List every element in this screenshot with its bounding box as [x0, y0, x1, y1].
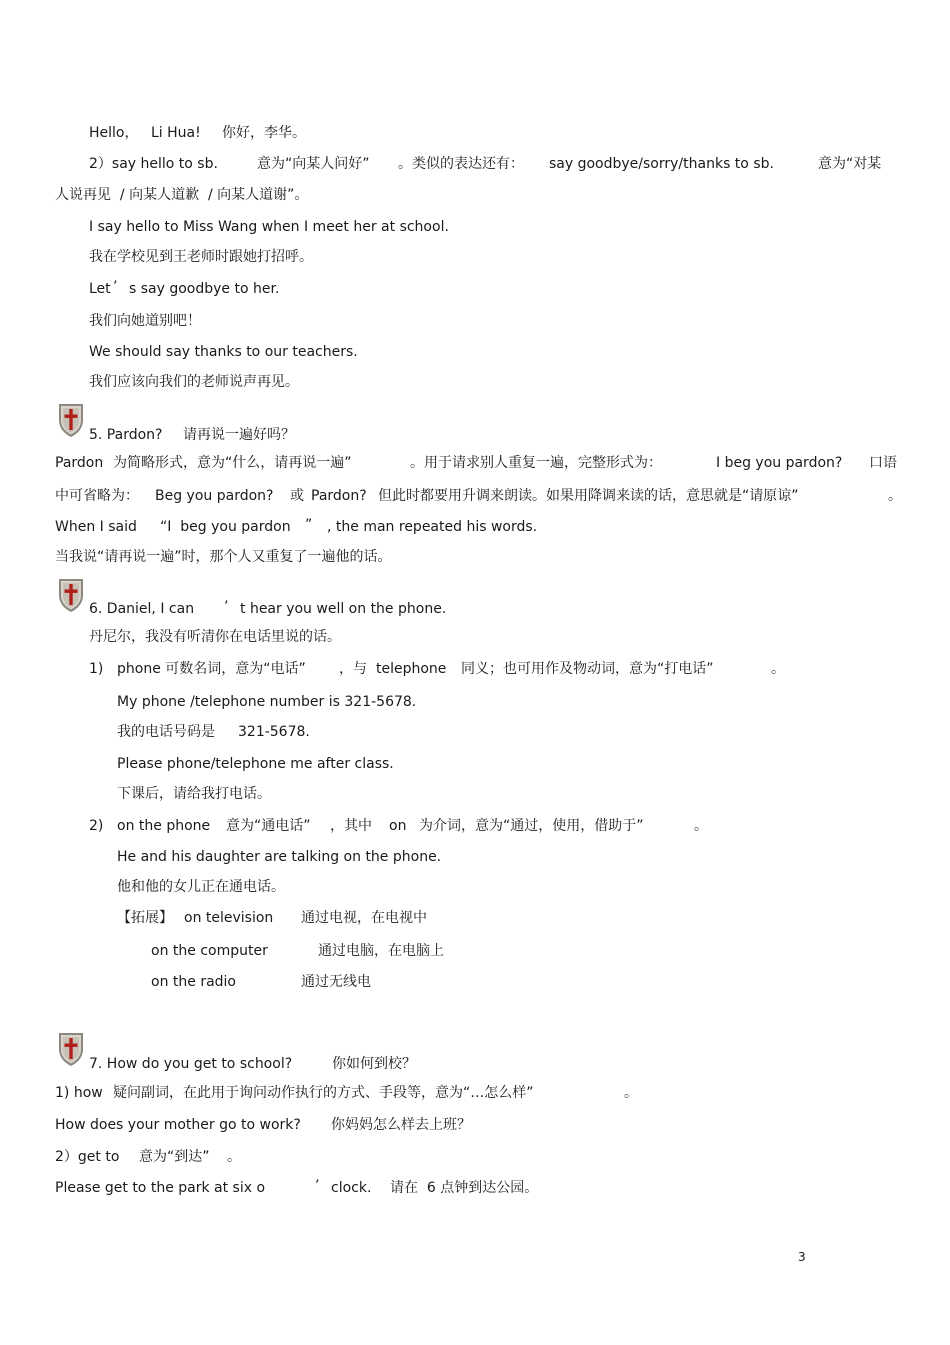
text: 意为“到达”: [139, 1149, 210, 1165]
text: 为简略形式，意为“什么，请再说一遍”: [113, 455, 352, 471]
text-line: [461, 660, 714, 678]
text-line: [410, 454, 662, 472]
section-heading: [332, 1055, 416, 1073]
section-heading: [183, 426, 295, 444]
text-line: [55, 186, 308, 204]
text-line: [129, 280, 279, 298]
shield-cross-icon: [56, 577, 86, 613]
list-number: [89, 817, 103, 835]
text-line: [89, 628, 341, 646]
text: Li Hua!: [151, 125, 201, 141]
text: 请再说一遍好吗？: [183, 427, 295, 443]
text: ”: [305, 517, 313, 533]
text-line: [398, 155, 524, 173]
text: Beg you pardon?: [155, 488, 274, 504]
text: on the computer: [151, 943, 268, 959]
text: phone 可数名词，意为“电话”: [117, 661, 306, 677]
text: 人说再见 / 向某人道歉 / 向某人道谢”。: [55, 187, 309, 203]
text: 他和他的女儿正在通电话。: [117, 879, 285, 895]
text: clock.: [331, 1180, 372, 1196]
text: 2）say hello to sb.: [89, 156, 218, 172]
text: I beg you pardon?: [716, 455, 843, 471]
text-line: [117, 660, 306, 678]
text: 我的电话号码是: [117, 724, 215, 740]
text-line: [151, 124, 201, 142]
text: Pardon?: [311, 488, 367, 504]
text-line: [89, 248, 313, 266]
text-line: [624, 1084, 638, 1102]
text-line: [227, 1148, 241, 1166]
text: say goodbye/sorry/thanks to sb.: [549, 156, 774, 172]
text: 2）get to: [55, 1149, 120, 1165]
text-line: [339, 660, 367, 678]
text-line: [318, 942, 444, 960]
section-heading: [89, 426, 162, 444]
text: 意为“对某: [818, 156, 882, 172]
section-heading: [89, 600, 194, 618]
text-line: [305, 516, 312, 534]
text-line: [151, 973, 236, 991]
text: 当我说“请再说一遍”时，那个人又重复了一遍他的话。: [55, 549, 392, 565]
text: on: [389, 818, 407, 834]
text-line: [117, 817, 210, 835]
text: 中可省略为：: [55, 488, 139, 504]
text-line: [771, 660, 785, 678]
text-line: [55, 454, 103, 472]
text: 下课后，请给我打电话。: [117, 786, 271, 802]
text: 5. Pardon?: [89, 427, 163, 443]
text: 通过电视，在电视中: [301, 910, 427, 926]
text: 我在学校见到王老师时跟她打招呼。: [89, 249, 313, 265]
text-line: [888, 487, 902, 505]
shield-cross-icon: [56, 1031, 86, 1067]
text: 你妈妈怎么样去上班？: [331, 1117, 471, 1133]
text: 你如何到校？: [332, 1056, 416, 1072]
list-number: [89, 660, 103, 678]
text: 同义；也可用作及物动词，意为“打电话”: [461, 661, 714, 677]
text: on the phone: [117, 818, 211, 834]
text-line: [117, 878, 285, 896]
text: 疑问副词，在此用于询问动作执行的方式、手段等，意为“…怎么样”: [113, 1085, 534, 1101]
text: on the radio: [151, 974, 236, 990]
text: My phone /telephone number is 321-5678.: [117, 694, 417, 710]
text: 。用于请求别人重复一遍，完整形式为：: [410, 455, 662, 471]
text-line: [89, 373, 299, 391]
text: I say hello to Miss Wang when I meet her at school.: [89, 219, 449, 235]
text-line: [55, 1148, 119, 1166]
section-heading: [89, 1055, 292, 1073]
text: He and his daughter are talking on the phone.: [117, 849, 442, 865]
text-line: [226, 817, 311, 835]
text-line: [389, 817, 406, 835]
text-line: [89, 124, 139, 142]
text: s say goodbye to her.: [129, 281, 280, 297]
text: 。: [227, 1149, 241, 1165]
text: 。: [771, 661, 785, 677]
text-line: [378, 487, 799, 505]
text: 你好，李华。: [222, 125, 306, 141]
text: When I said: [55, 519, 137, 535]
text: 【拓展】: [117, 910, 173, 926]
extension-label: [117, 909, 173, 927]
text: “I beg you pardon: [160, 519, 291, 535]
text: Please get to the park at six o: [55, 1180, 266, 1196]
text-line: [301, 909, 427, 927]
text-line: [694, 817, 708, 835]
text-line: [89, 218, 449, 236]
text-line: [117, 723, 215, 741]
text-line: [139, 1148, 210, 1166]
text-line: [55, 487, 139, 505]
text-line: [89, 155, 218, 173]
text: 我们向她道别吧！: [89, 313, 201, 329]
text: How does your mother go to work?: [55, 1117, 301, 1133]
text-line: [290, 487, 304, 505]
text: 通过电脑，在电脑上: [318, 943, 444, 959]
text: t hear you well on the phone.: [240, 601, 447, 617]
text-line: [311, 487, 367, 505]
page-number: 3: [798, 1250, 806, 1264]
text-line: [419, 817, 644, 835]
text: ，与: [339, 661, 367, 677]
text-line: [390, 1179, 538, 1197]
text-line: [818, 155, 881, 173]
text: , the man repeated his words.: [327, 519, 538, 535]
text: 2): [89, 818, 104, 834]
text: 意为“通电话”: [226, 818, 311, 834]
text-line: [117, 848, 441, 866]
text-line: [117, 693, 416, 711]
text: telephone: [376, 661, 447, 677]
text-line: [55, 1179, 265, 1197]
text: 7. How do you get to school?: [89, 1056, 293, 1072]
text: ，其中: [330, 818, 372, 834]
text-line: [89, 343, 358, 361]
text-line: [113, 454, 352, 472]
text-line: [113, 278, 117, 296]
text: 或: [290, 488, 304, 504]
section-heading: [224, 598, 228, 616]
text-line: [327, 518, 537, 536]
text-line: [716, 454, 842, 472]
text-line: [117, 755, 394, 773]
text: ’: [315, 1178, 320, 1194]
text: Please phone/telephone me after class.: [117, 756, 394, 772]
text: 。类似的表达还有：: [398, 156, 524, 172]
text-line: [257, 155, 370, 173]
text: 1) how: [55, 1085, 103, 1101]
text-line: [55, 1084, 103, 1102]
text-line: [113, 1084, 534, 1102]
text: 1): [89, 661, 104, 677]
text-line: [222, 124, 306, 142]
text: We should say thanks to our teachers.: [89, 344, 358, 360]
text: 但此时都要用升调来朗读。如果用降调来读的话，意思就是“请原谅”: [378, 488, 799, 504]
text-line: [184, 909, 273, 927]
text-line: [376, 660, 446, 678]
text: on television: [184, 910, 274, 926]
text-line: [155, 487, 273, 505]
text: Hello，: [89, 125, 139, 141]
text: 丹尼尔，我没有听清你在电话里说的话。: [89, 629, 341, 645]
text-line: [55, 518, 137, 536]
text: 321-5678.: [238, 724, 310, 740]
text-line: [151, 942, 268, 960]
text-line: [117, 785, 271, 803]
text: 口语: [869, 455, 897, 471]
text: 意为“向某人问好”: [257, 156, 370, 172]
text: 通过无线电: [301, 974, 371, 990]
text-line: [55, 548, 392, 566]
text: 我们应该向我们的老师说声再见。: [89, 374, 299, 390]
shield-cross-icon: [56, 402, 86, 438]
text-line: [549, 155, 774, 173]
text-line: [331, 1179, 371, 1197]
text: 为介词，意为“通过，使用，借助于”: [419, 818, 644, 834]
text: 。: [624, 1085, 638, 1101]
text-line: [331, 1116, 471, 1134]
section-heading: [240, 600, 446, 618]
text: ’: [224, 599, 229, 615]
text-line: [89, 280, 111, 298]
text-line: [869, 454, 897, 472]
text-line: [89, 312, 201, 330]
text-line: [160, 518, 291, 536]
text: 。: [694, 818, 708, 834]
text-line: [315, 1177, 319, 1195]
text: Pardon: [55, 455, 104, 471]
text: Let: [89, 281, 111, 297]
text: 。: [888, 488, 902, 504]
text-line: [55, 1116, 301, 1134]
text: ’: [113, 279, 118, 295]
text-line: [238, 723, 310, 741]
text: 6. Daniel, I can: [89, 601, 195, 617]
text-line: [330, 817, 372, 835]
text-line: [301, 973, 371, 991]
text: 请在 6 点钟到达公园。: [390, 1180, 539, 1196]
